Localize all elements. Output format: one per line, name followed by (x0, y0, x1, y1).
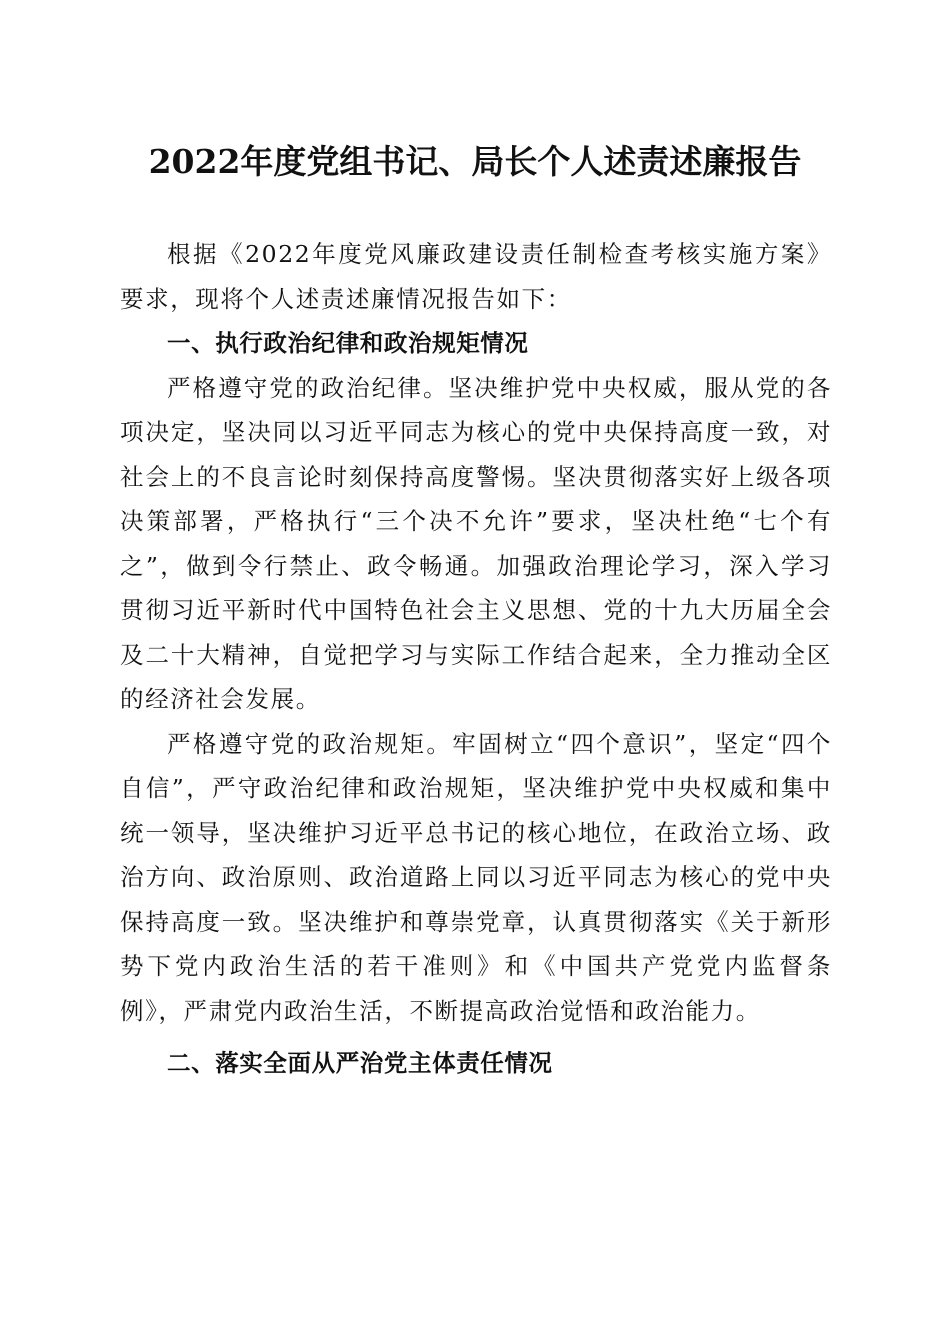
section-1-heading: 一、执行政治纪律和政治规矩情况 (167, 329, 529, 357)
section-1-paragraph-1: 严格遵守党的政治纪律。坚决维护党中央权威，服从党的各项决定，坚决同以习近平同志为核心的党中央保持高度一致，对社会上的不良言论时刻保持高度警惕。坚决贯彻落实好上级各项决策部署，严格执行“三个决不允许”要求，坚决杜绝“七个有之”，做到令行禁止、政令畅通。加强政治理论学习，深入学习贯彻习近平新时代中国特色社会主义思想、党的十九大历届全会及二十大精神，自觉把学习与实际工作结合起来，全力推动全区的经济社会发展。 (120, 373, 832, 713)
document-title: 2022年度党组书记、局长个人述责述廉报告 (148, 142, 802, 181)
section-1-paragraph-2: 严格遵守党的政治规矩。牢固树立“四个意识”，坚定“四个自信”，严守政治纪律和政治规矩，坚决维护党中央权威和集中统一领导，坚决维护习近平总书记的核心地位，在政治立场、政治方向、政治原则、政治道路上同以习近平同志为核心的党中央保持高度一致。坚决维护和尊崇党章，认真贯彻落实《关于新形势下党内政治生活的若干准则》和《中国共产党党内监督条例》，严肃党内政治生活，不断提高政治觉悟和政治能力。 (120, 729, 832, 1025)
intro-paragraph: 根据《2022年度党风廉政建设责任制检查考核实施方案》要求，现将个人述责述廉情况报告如下： (120, 240, 832, 313)
section-2-heading: 二、落实全面从严治党主体责任情况 (167, 1049, 553, 1077)
document-body (120, 232, 832, 1086)
